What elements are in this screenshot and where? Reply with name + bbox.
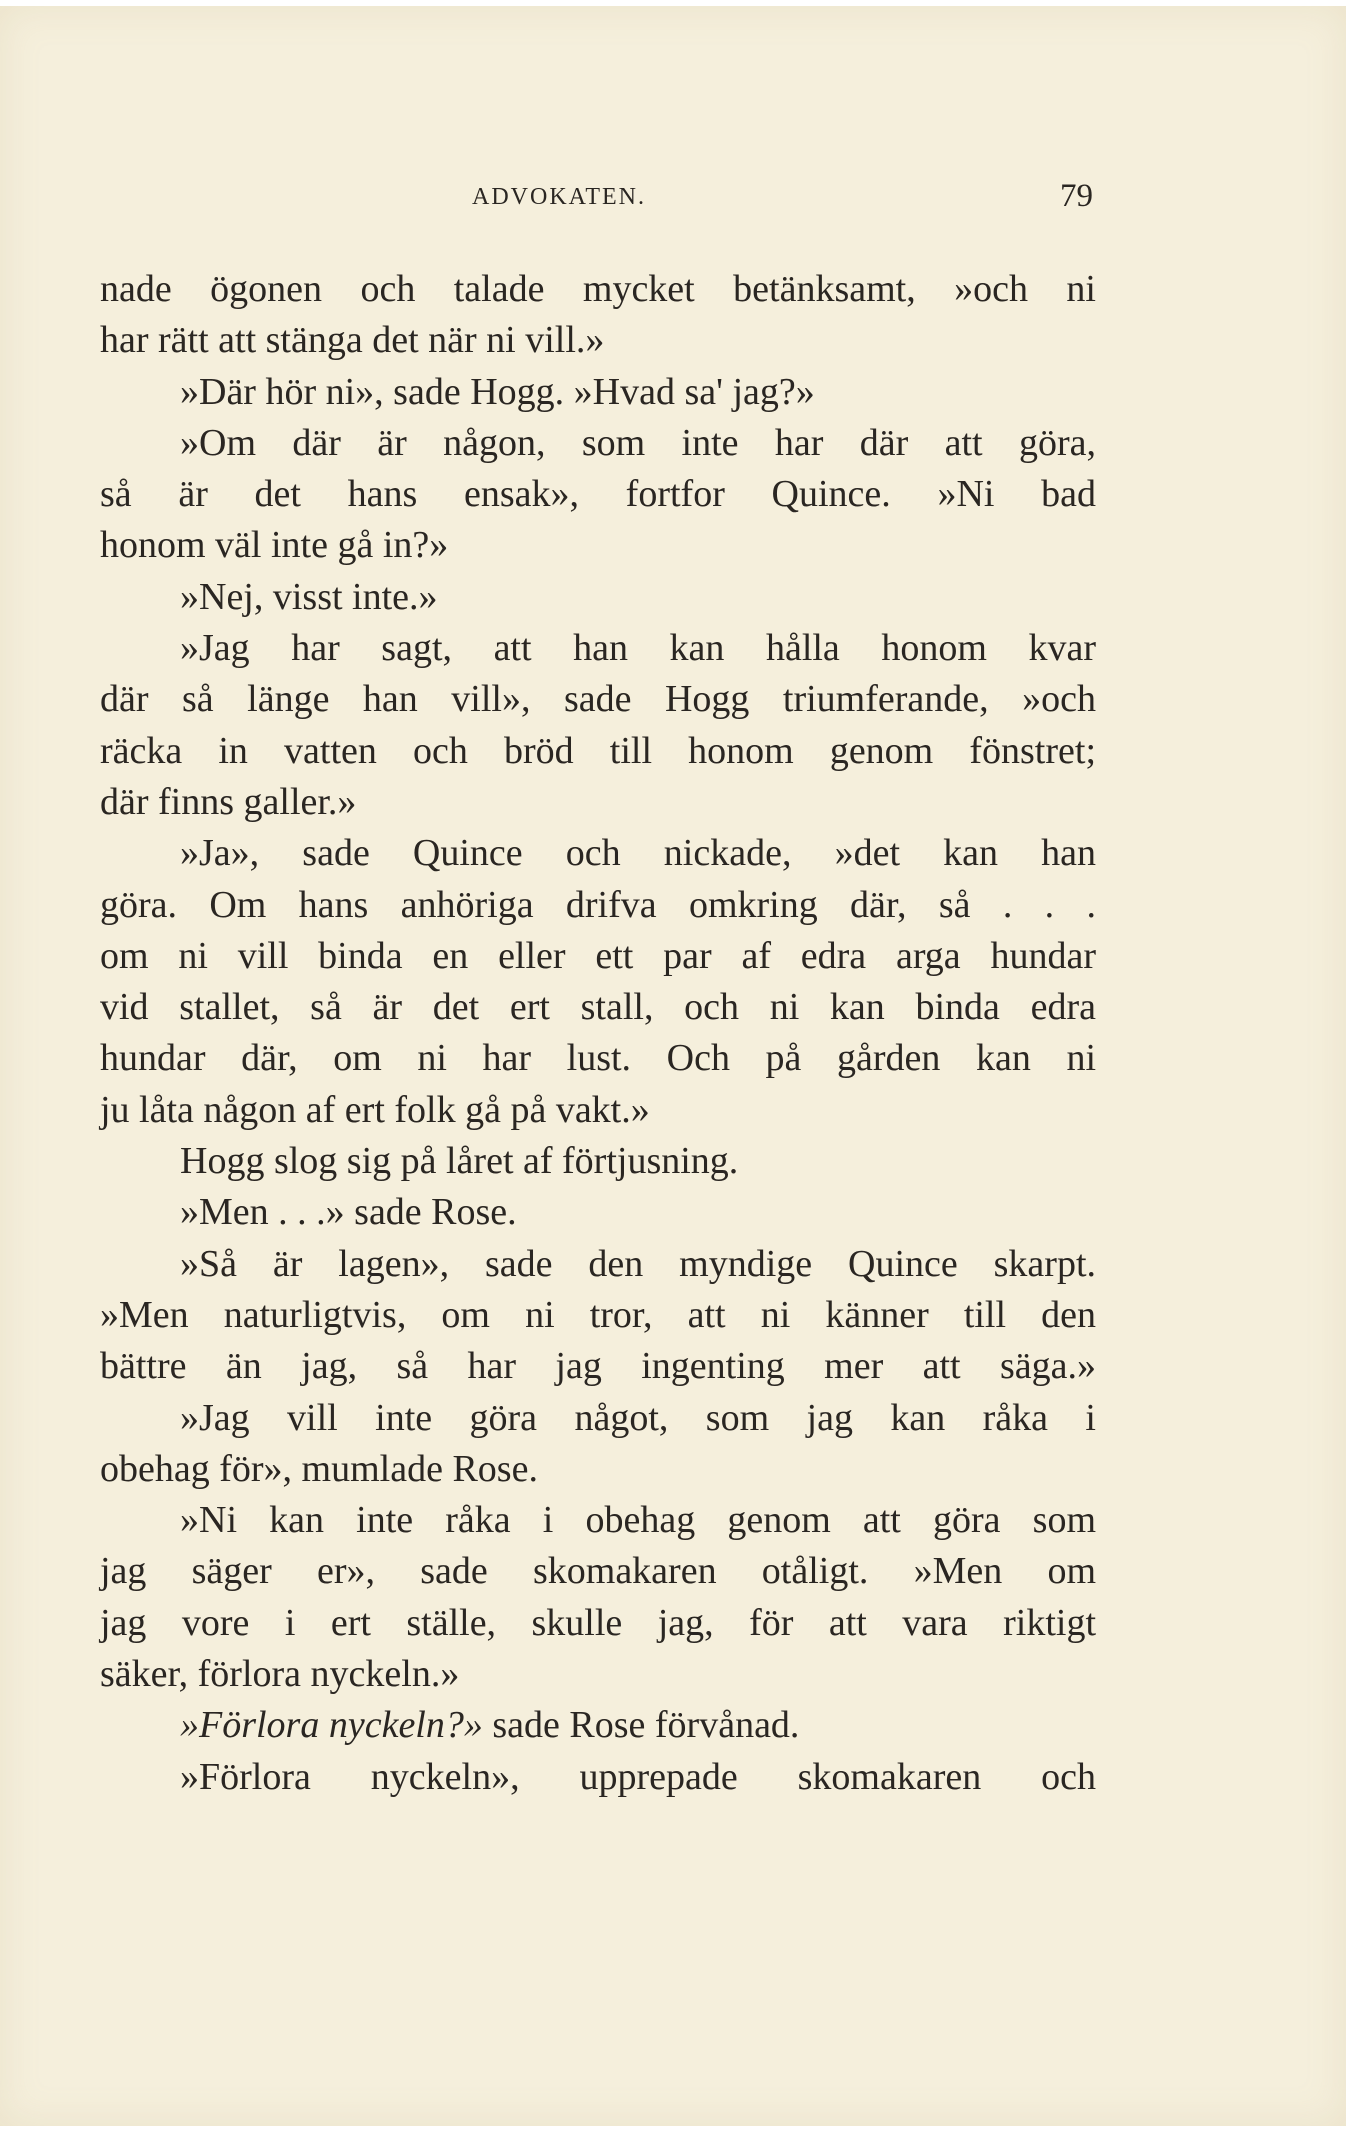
text-line: »Där hör ni», sade Hogg. »Hvad sa' jag?» [180,370,815,413]
text-line: ju låta någon af ert folk gå på vakt.» [100,1088,650,1131]
text-line: jag vore i ert ställe, skulle jag, för att vara riktigt [100,1601,1096,1644]
text-line: där så länge han vill», sade Hogg triumferande, »och [100,678,1096,721]
text-line: nade ögonen och talade mycket betänksamt, »och ni [100,268,1096,310]
text-line: jag säger er», sade skomakaren otåligt. »Men om [100,1550,1096,1593]
text-line: säker, förlora nyckeln.» [100,1653,460,1696]
body-text [100,264,1096,1803]
text-line: om ni vill binda en eller ett par af edra arga hundar [100,934,1096,977]
text-line [100,1700,1096,1751]
text-line: »Förlora nyckeln», upprepade skomakaren och [180,1755,1096,1798]
text-line: hundar där, om ni har lust. Och på gården kan ni [100,1037,1096,1080]
text-line: »Jag har sagt, att han kan hålla honom kvar [180,627,1096,670]
text-line: »Nej, visst inte.» [180,575,438,618]
text-line: »Så är lagen», sade den myndige Quince skarpt. [180,1242,1096,1285]
text-line: har rätt att stänga det när ni vill.» [100,319,605,362]
running-head: ADVOKATEN. [472,184,646,210]
text-line: »Jag vill inte göra något, som jag kan råka i [180,1396,1096,1439]
text-line: räcka in vatten och bröd till honom genom fönstret; [100,729,1096,772]
text-line: Hogg slog sig på låret af förtjusning. [180,1140,739,1183]
text-line: »Men naturligtvis, om ni tror, att ni känner till den [100,1293,1096,1336]
text-line: »Ja», sade Quince och nickade, »det kan han [180,832,1096,875]
text-line: honom väl inte gå in?» [100,524,449,567]
page-header [0,178,1346,224]
text-line: obehag för», mumlade Rose. [100,1447,538,1490]
text-fragment: sade Rose förvånad. [482,1704,800,1747]
page-number: 79 [1060,178,1093,214]
text-line: bättre än jag, så har jag ingenting mer att säga.» [100,1345,1096,1388]
text-line: »Men . . .» sade Rose. [180,1191,517,1234]
book-page [0,6,1346,2126]
text-line: »Om där är någon, som inte har där att göra, [180,421,1096,464]
text-line: göra. Om hans anhöriga drifva omkring där, så . . . [100,883,1096,926]
text-line: där finns galler.» [100,780,357,823]
italic-phrase: »Förlora nyckeln?» [180,1704,483,1747]
text-line: så är det hans ensak», fortfor Quince. »Ni bad [100,473,1096,516]
text-line: vid stallet, så är det ert stall, och ni kan binda edra [100,986,1096,1029]
text-line: »Ni kan inte råka i obehag genom att göra som [180,1499,1096,1542]
